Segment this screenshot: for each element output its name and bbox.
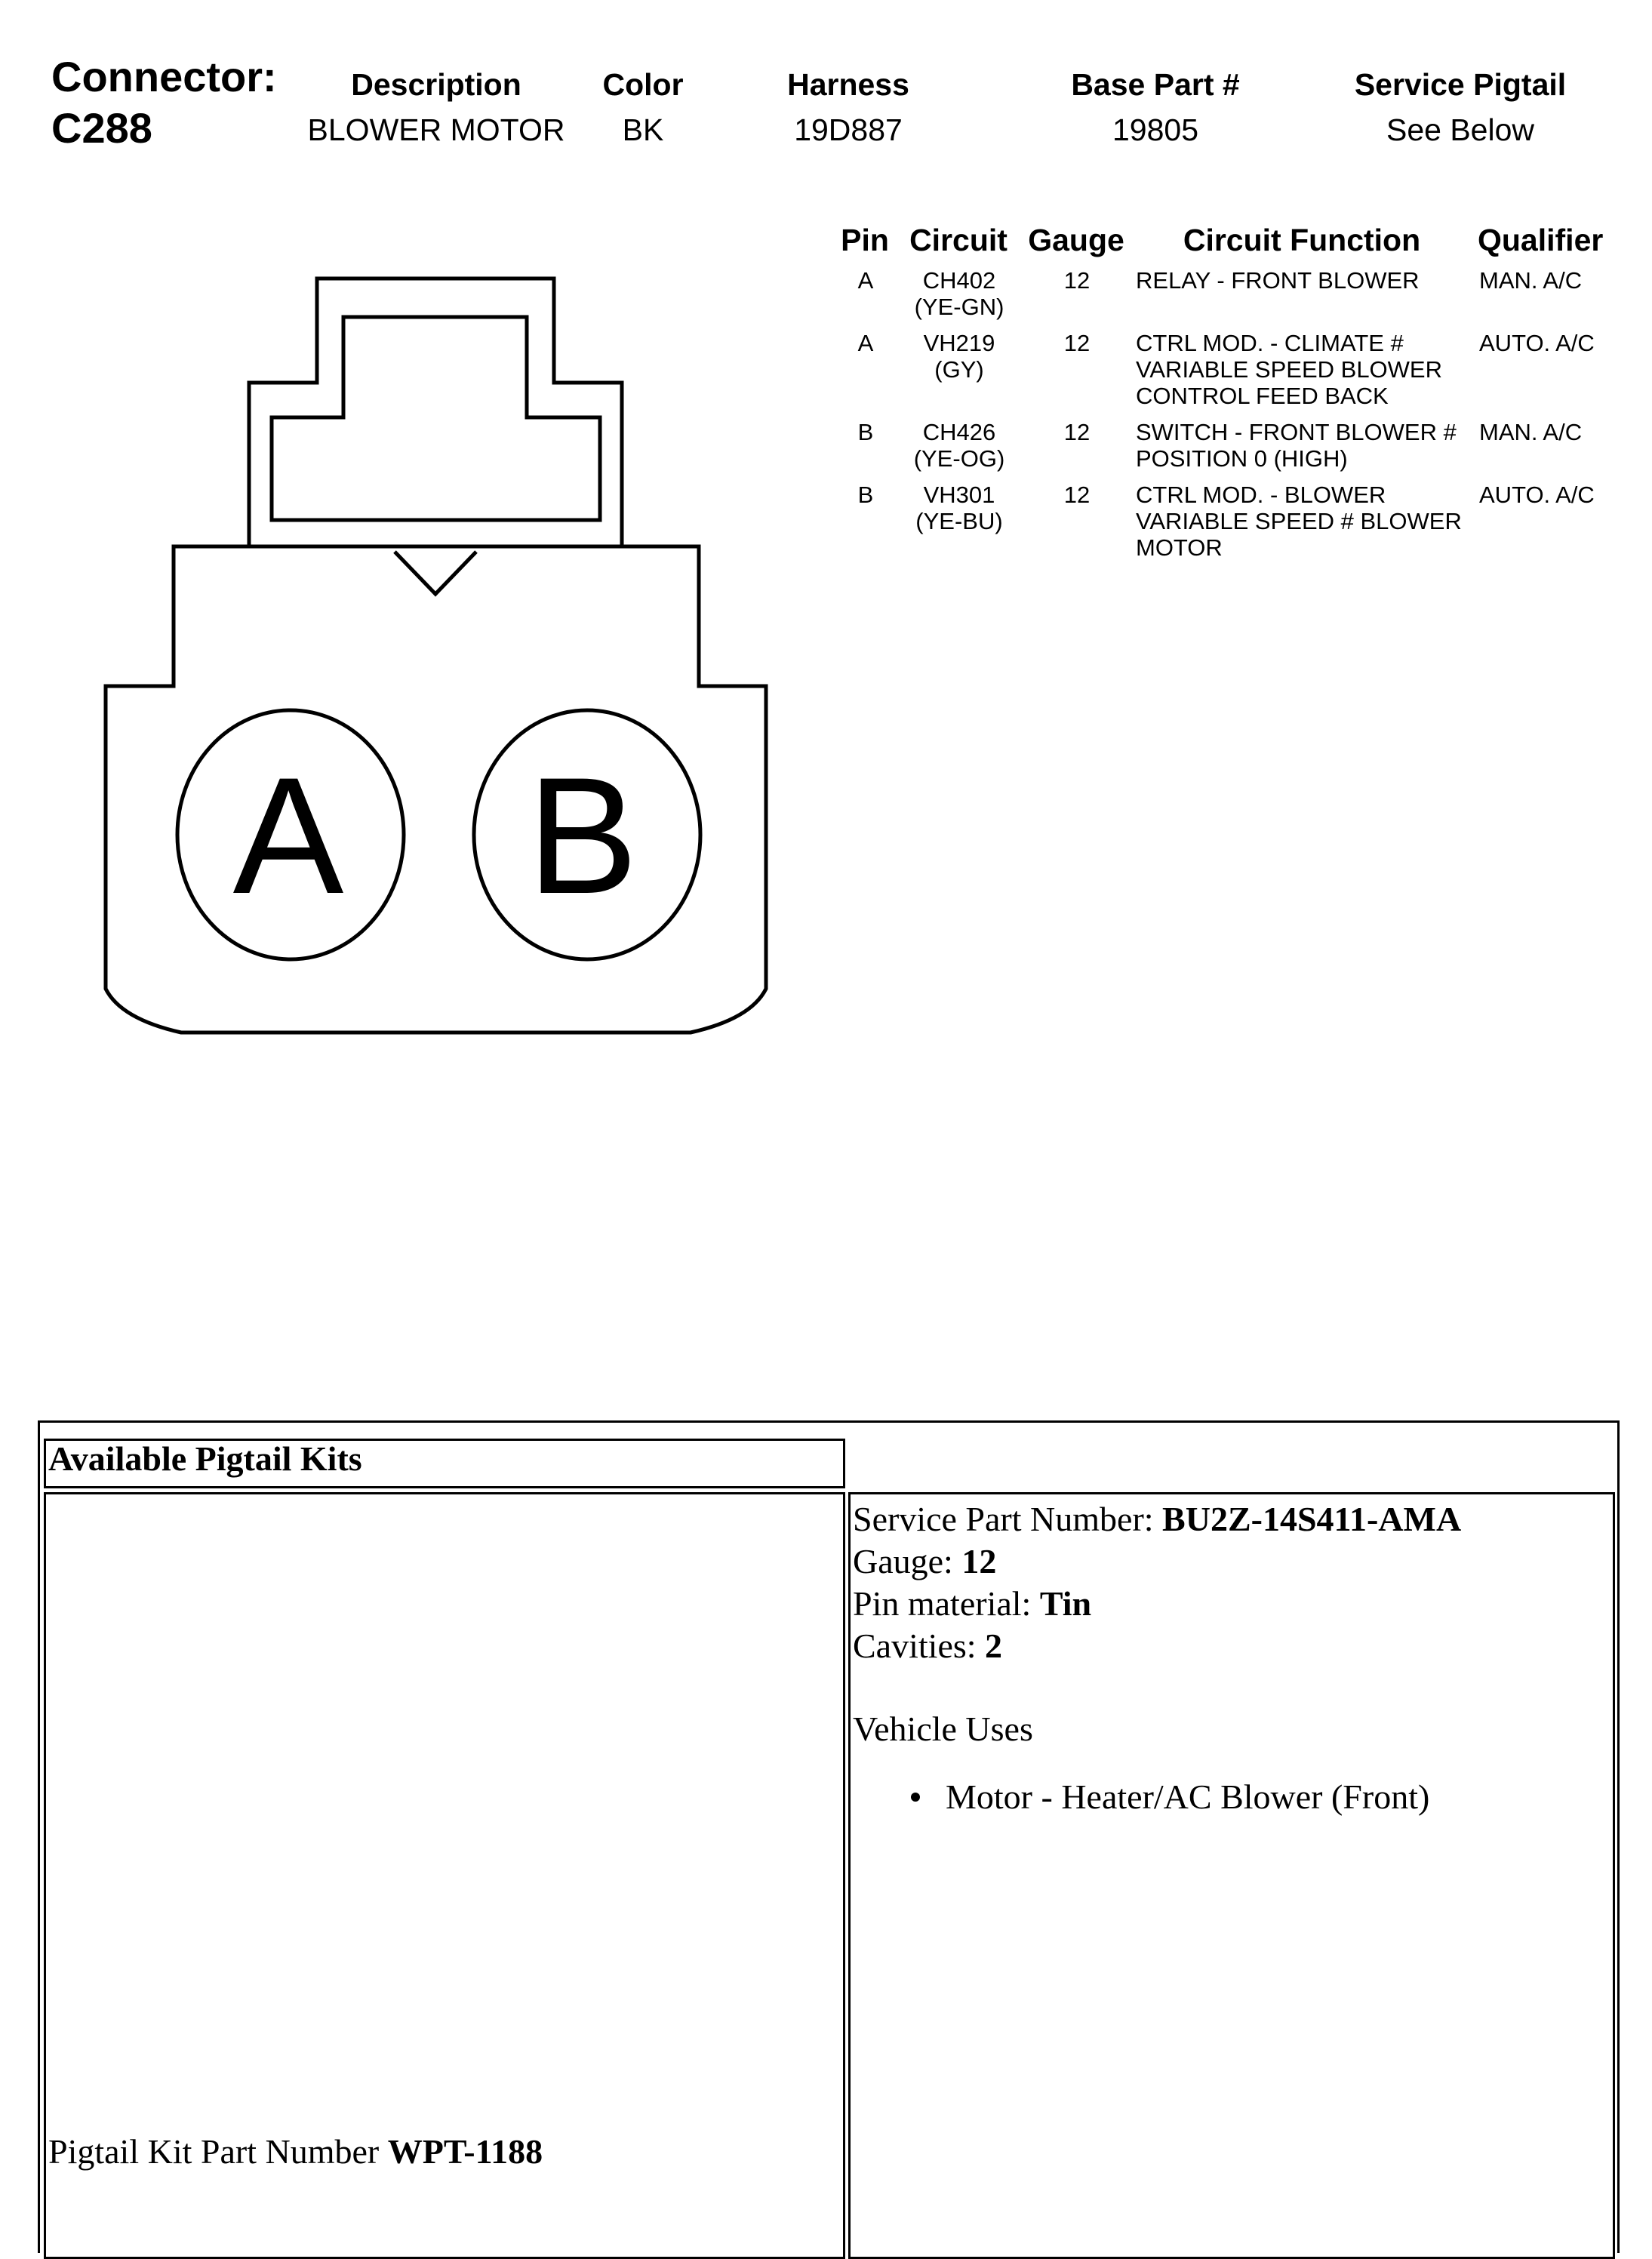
pin-a-label: A	[232, 743, 344, 928]
row2-circuit: VH219 (GY)	[923, 330, 995, 383]
th-gauge: Gauge	[1028, 223, 1124, 257]
row1-pin: A	[857, 267, 874, 294]
th-circuit-function: Circuit Function	[1183, 223, 1421, 257]
row4-qualifier: AUTO. A/C	[1479, 482, 1595, 508]
description-value: BLOWER MOTOR	[307, 112, 565, 147]
th-pin: Pin	[841, 223, 889, 257]
color-value: BK	[622, 112, 664, 147]
connector-outline	[106, 279, 766, 1033]
connector-face-diagram	[0, 0, 830, 1057]
service-part-line	[853, 1500, 1461, 1539]
row1-function: RELAY - FRONT BLOWER	[1136, 267, 1420, 294]
row2-gauge: 12	[1063, 330, 1091, 356]
harness-header: Harness	[787, 67, 909, 102]
kit-part-value: WPT-1188	[387, 2132, 543, 2171]
row1-circuit: CH402 (YE-GN)	[914, 267, 1004, 320]
row4-pin: B	[857, 482, 874, 508]
harness-value: 19D887	[794, 112, 903, 147]
th-circuit: Circuit	[909, 223, 1008, 257]
latch-inner	[272, 317, 600, 520]
connector-label: Connector:	[51, 53, 277, 100]
service-part-label: Service Part Number:	[853, 1500, 1163, 1538]
row4-function: CTRL MOD. - BLOWER VARIABLE SPEED # BLOWER MOTOR	[1136, 482, 1462, 561]
service-pigtail-value: See Below	[1386, 112, 1535, 147]
pin-material-value: Tin	[1039, 1584, 1092, 1623]
bullet-icon	[911, 1793, 920, 1802]
row3-function: SWITCH - FRONT BLOWER # POSITION 0 (HIGH)	[1136, 419, 1457, 472]
vehicle-use-item: Motor - Heater/AC Blower (Front)	[946, 1777, 1430, 1816]
row4-gauge: 12	[1063, 482, 1091, 508]
pigtail-kit-part-number	[48, 2132, 543, 2171]
pin-material-label: Pin material:	[853, 1584, 1040, 1623]
row2-qualifier: AUTO. A/C	[1479, 330, 1595, 356]
row3-circuit: CH426 (YE-OG)	[913, 419, 1005, 472]
row3-qualifier: MAN. A/C	[1479, 419, 1583, 445]
service-part-value: BU2Z-14S411-AMA	[1162, 1500, 1462, 1538]
base-part-header: Base Part #	[1071, 67, 1240, 102]
row4-circuit: VH301 (YE-BU)	[915, 482, 1003, 534]
color-header: Color	[602, 67, 684, 102]
description-header: Description	[351, 67, 521, 102]
row1-qualifier: MAN. A/C	[1479, 267, 1583, 294]
cavities-line	[853, 1627, 1002, 1666]
pigtail-kits-title: Available Pigtail Kits	[48, 1439, 362, 1478]
gauge-value: 12	[961, 1542, 997, 1580]
pin-material-line	[853, 1584, 1091, 1623]
base-part-value: 19805	[1112, 112, 1199, 147]
row1-gauge: 12	[1063, 267, 1091, 294]
pin-b-label: B	[527, 743, 638, 928]
row3-gauge: 12	[1063, 419, 1091, 445]
key-notch	[395, 552, 476, 594]
row2-function: CTRL MOD. - CLIMATE # VARIABLE SPEED BLOWER CONTROL FEED BACK	[1136, 330, 1442, 409]
gauge-label: Gauge:	[853, 1542, 962, 1580]
gauge-line	[853, 1542, 996, 1581]
service-pigtail-header: Service Pigtail	[1354, 67, 1567, 102]
cavities-value: 2	[985, 1627, 1003, 1665]
vehicle-uses-heading: Vehicle Uses	[853, 1710, 1033, 1748]
cavities-label: Cavities:	[853, 1627, 986, 1665]
connector-id: C288	[51, 104, 152, 152]
row3-pin: B	[857, 419, 874, 445]
th-qualifier: Qualifier	[1478, 223, 1604, 257]
row2-pin: A	[857, 330, 874, 356]
kit-part-label: Pigtail Kit Part Number	[48, 2132, 388, 2171]
